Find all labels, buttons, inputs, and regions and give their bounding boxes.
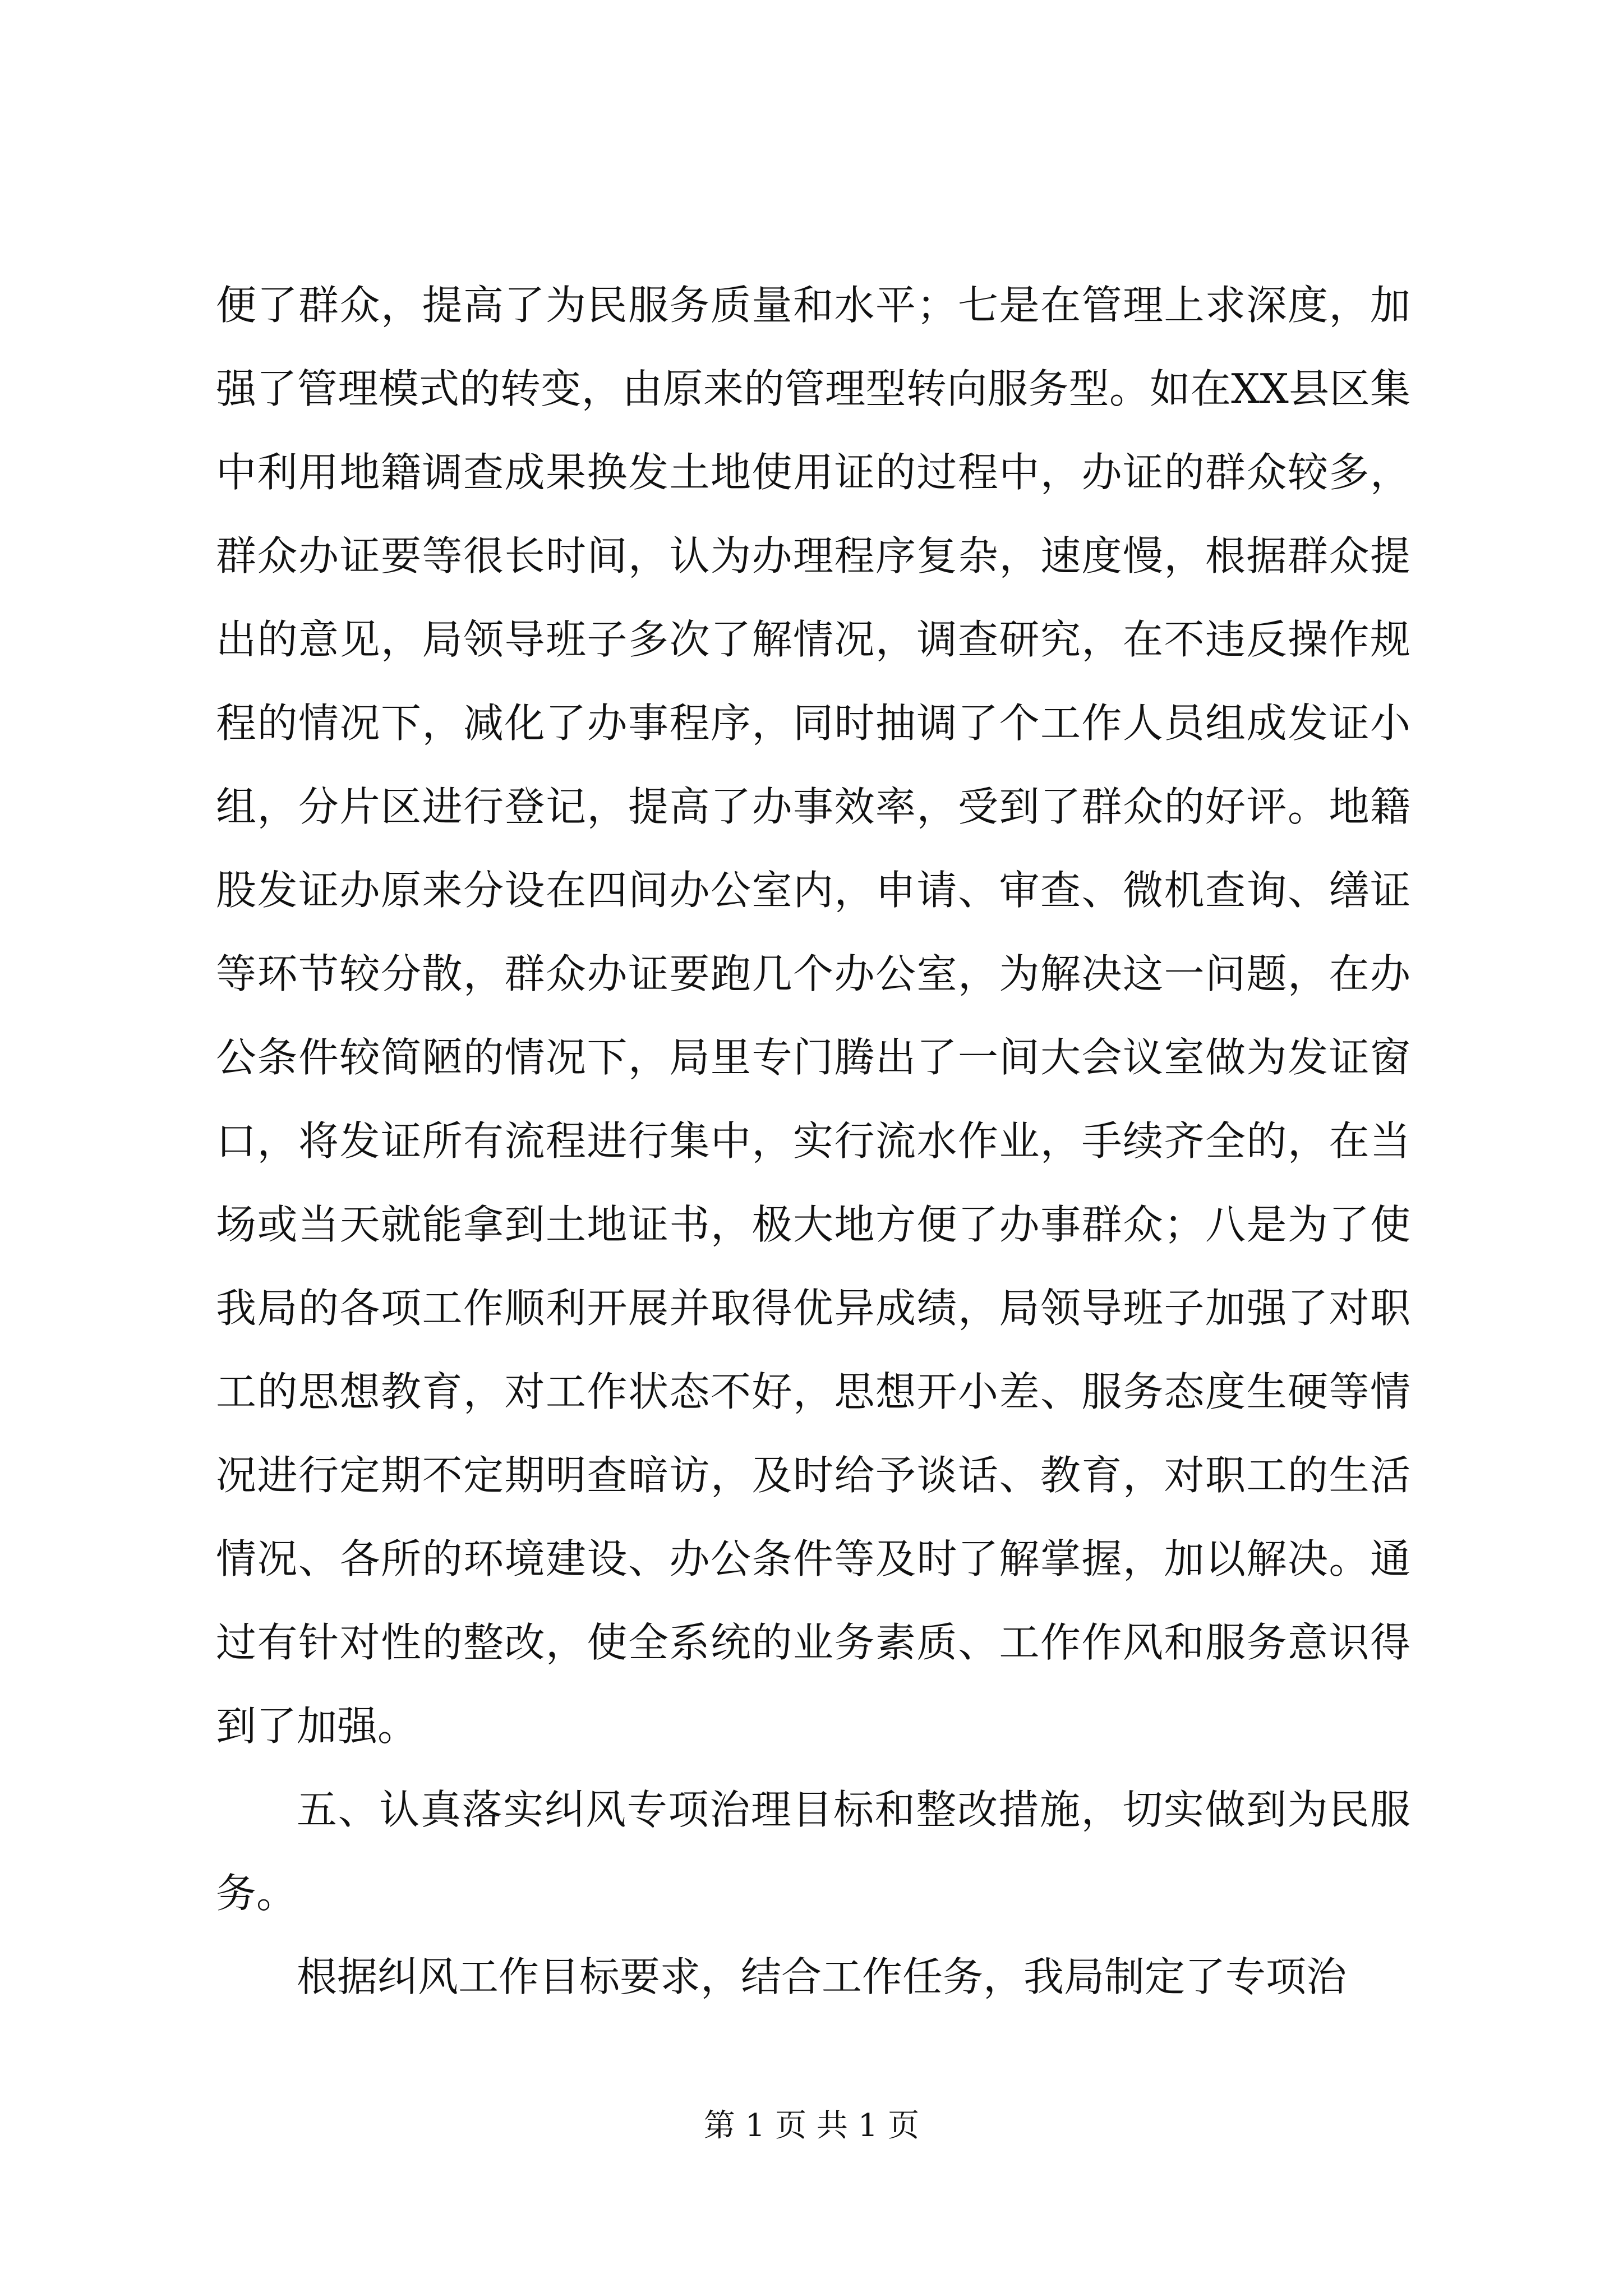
page-footer: 第 1 页 共 1 页 xyxy=(703,2108,920,2144)
section-heading-five: 五、认真落实纠风专项治理目标和整改措施，切实做到为民服务。 xyxy=(216,1786,1410,1917)
paragraph-section-five: 根据纠风工作目标要求，结合工作任务，我局制定了专项治 xyxy=(297,1953,1347,2000)
document-body xyxy=(216,264,1410,2019)
paragraph-continuation: 便了群众，提高了为民服务质量和水平；七是在管理上求深度，加强了管理模式的转变，由原来的管理型转向服务型。如在XX县区集中利用地籍调查成果换发土地使用证的过程中，办证的群众较多，群众办证要等很长时间，认为办理程序复杂，速度慢，根据群众提出的意见，局领导班子多次了解情况，调查研究，在不违反操作规程的情况下，减化了办事程序，同时抽调了个工作人员组成发证小组，分片区进行登记，提高了办事效率，受到了群众的好评。地籍股发证办原来分设在四间办公室内，申请、审查、微机查询、缮证等环节较分散，群众办证要跑几个办公室，为解决这一问题，在办公条件较简陋的情况下，局里专门腾出了一间大会议室做为发证窗口，将发证所有流程进行集中，实行流水作业，手续齐全的，在当场或当天就能拿到土地证书，极大地方便了办事群众；八是为了使我局的各项工作顺利开展并取得优异成绩，局领导班子加强了对职工的思想教育，对工作状态不好，思想开小差、服务态度生硬等情况进行定期不定期明查暗访，及时给予谈话、教育，对职工的生活情况、各所的环境建设、办公条件等及时了解掌握，加以解决。通过有针对性的整改，使全系统的业务素质、工作作风和服务意识得到了加强。 xyxy=(216,282,1410,1750)
